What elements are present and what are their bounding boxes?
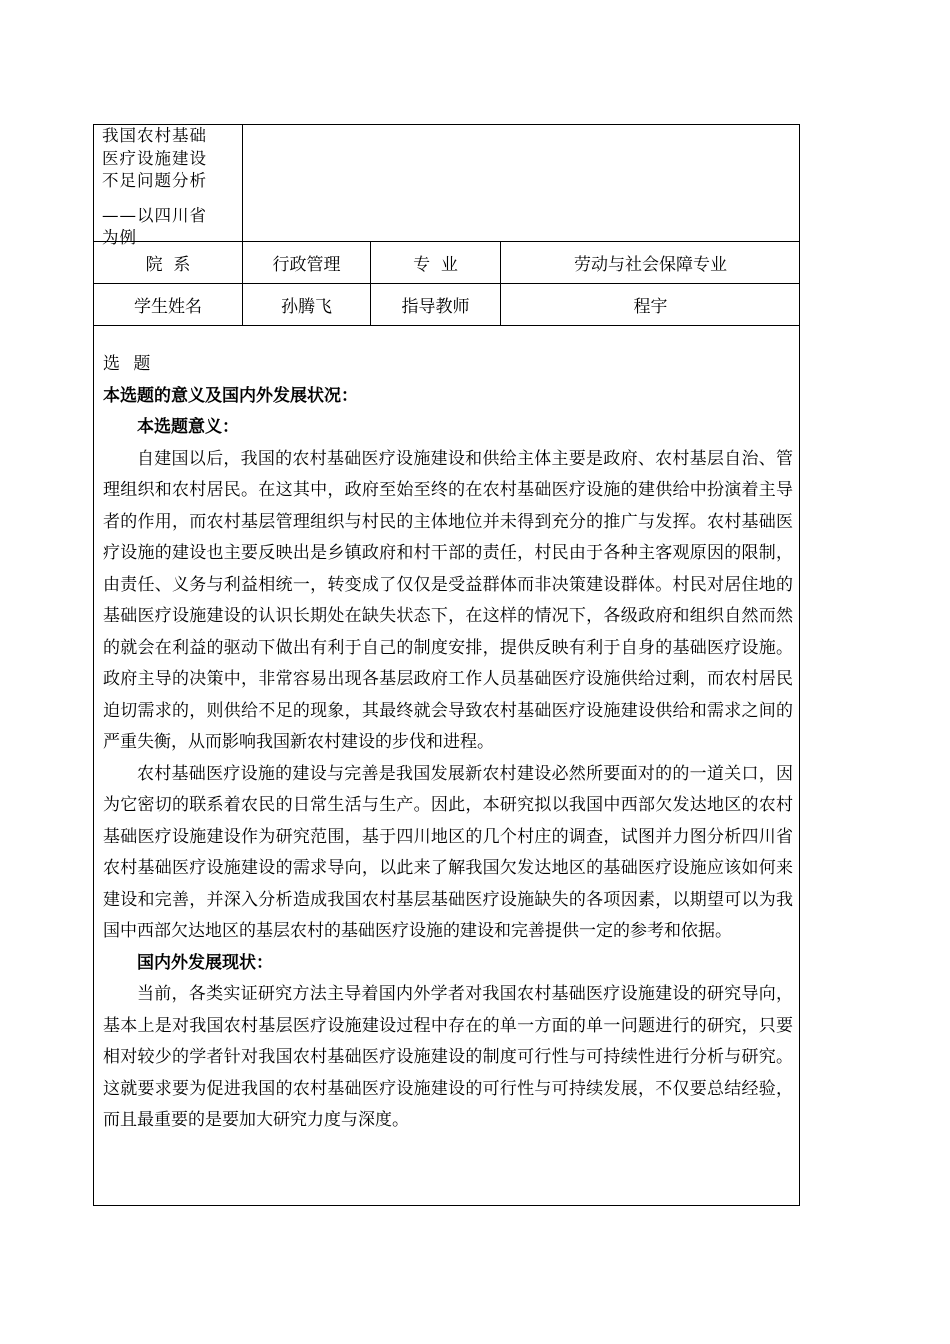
title-line: 不足问题分析 — [102, 171, 207, 190]
major-label: 专 业 — [413, 254, 458, 275]
advisor-value: 程宇 — [633, 296, 668, 317]
advisor-label: 指导教师 — [401, 296, 470, 317]
row-divider-3 — [94, 325, 799, 326]
thesis-title — [102, 125, 242, 250]
major-value: 劳动与社会保障专业 — [574, 254, 727, 275]
topic-content — [103, 349, 793, 1137]
section-heading: 本选题的意义及国内外发展状况： — [103, 385, 358, 406]
proposal-form-table — [93, 124, 800, 1206]
title-line: 医疗设施建设 — [102, 148, 207, 168]
significance-paragraph: 农村基础医疗设施的建设与完善是我国发展新农村建设必然所要面对的的一道关口，因为它密切的联系着农民的日常生活与生产。因此，本研究拟以我国中西部欠发达地区的农村基础医疗设施建设作为研究范围，基于四川地区的几个村庄的调查，试图并力图分析四川省农村基础医疗设施建设的需求导向，以此来了解我国欠发达地区的基础医疗设施应该如何来建设和完善，并深入分析造成我国农村基层基础医疗设施缺失的各项因素，以期望可以为我国中西部欠达地区的基层农村的基础医疗设施的建设和完善提供一定的参考和依据。 — [103, 763, 793, 941]
status-paragraph: 当前，各类实证研究方法主导着国内外学者对我国农村基础医疗设施建设的研究导向，基本上是对我国农村基层医疗设施建设过程中存在的单一方面的单一问题进行的研究，只要相对较少的学者针对我国农村基础医疗设施建设的制度可行性与可持续性进行分析与研究。这就要求要为促进我国的农村基础医疗设施建设的可行性与可持续发展，不仅要总结经验，而且最重要的是要加大研究力度与深度。 — [103, 984, 793, 1130]
topic-label: 选 题 — [103, 354, 155, 374]
subtitle-line: ——以四川省 — [102, 205, 207, 225]
status-heading: 国内外发展现状： — [137, 952, 273, 973]
significance-paragraph: 自建国以后，我国的农村基础医疗设施建设和供给主体主要是政府、农村基层自治、管理组织和农村居民。在这其中，政府至始至终的在农村基础医疗设施的建供给中扮演着主导者的作用，而农村基层管理组织与村民的主体地位并未得到充分的推广与发挥。农村基础医疗设施的建设也主要反映出是乡镇政府和村干部的责任，村民由于各种主客观原因的限制，由责任、义务与利益相统一，转变成了仅仅是受益群体而非决策建设群体。村民对居住地的基础医疗设施建设的认识长期处在缺失状态下，在这样的情况下，各级政府和组织自然而然的就会在利益的驱动下做出有利于自己的制度安排，提供反映有利于自身的基础医疗设施。政府主导的决策中，非常容易出现各基层政府工作人员基础医疗设施供给过剩，而农村居民迫切需求的，则供给不足的现象，其最终就会导致农村基础医疗设施建设供给和需求之间的严重失衡，从而影响我国新农村建设的步伐和进程。 — [103, 448, 793, 752]
subtitle-line: 为例 — [102, 228, 137, 247]
dept-value: 行政管理 — [272, 254, 341, 275]
significance-heading: 本选题意义： — [137, 417, 239, 437]
student-name-label: 学生姓名 — [134, 296, 202, 317]
student-name-value: 孙腾飞 — [281, 296, 332, 317]
title-line: 我国农村基础 — [102, 126, 207, 145]
dept-label: 院 系 — [145, 254, 191, 275]
